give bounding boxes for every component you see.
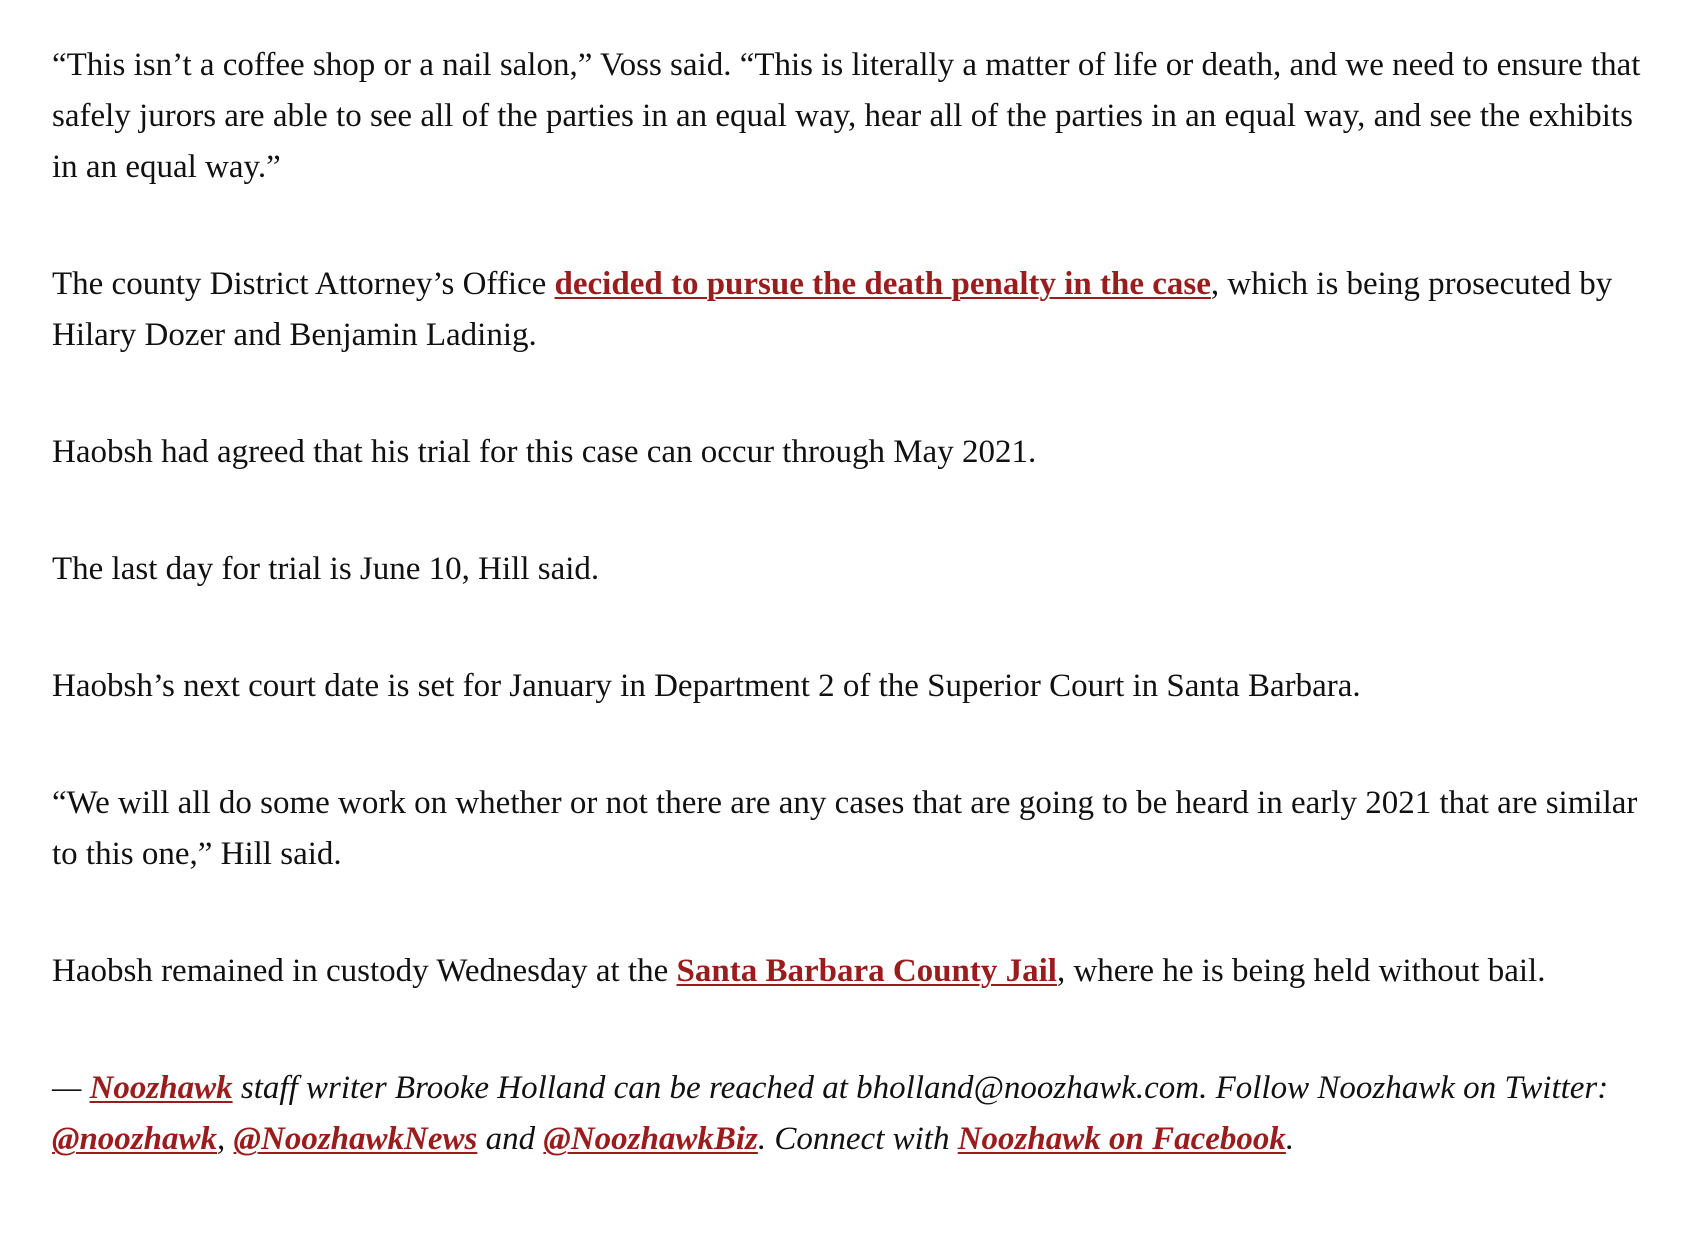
author-signature: [52, 1063, 1662, 1165]
noozhawk-link[interactable]: Noozhawk: [89, 1070, 233, 1106]
county-jail-link[interactable]: Santa Barbara County Jail: [676, 953, 1057, 989]
death-penalty-text-before: The county District Attorney’s Office: [52, 266, 555, 302]
signature-separator-2: and: [477, 1121, 544, 1157]
twitter-noozhawknews-link[interactable]: @NoozhawkNews: [233, 1121, 478, 1157]
death-penalty-text-after: , which is being prosecuted by Hilary Dozer and Benjamin Ladinig.: [52, 266, 1613, 353]
trial-agreement-paragraph: Haobsh had agreed that his trial for this case can occur through May 2021.: [52, 434, 1037, 470]
death-penalty-paragraph: [52, 259, 1662, 361]
twitter-noozhawkbiz-link[interactable]: @NoozhawkBiz: [543, 1121, 758, 1157]
quote-paragraph-hill: “We will all do some work on whether or not there are any cases that are going to be heard in early 2021 that are similar to this one,” Hill said.: [52, 785, 1638, 872]
custody-text-after: , where he is being held without bail.: [1056, 953, 1546, 989]
quote-paragraph-voss: “This isn’t a coffee shop or a nail salon,” Voss said. “This is literally a matter of life or death, and we need to ensure that safely jurors are able to see all of the parties in an equal way, hear all of the parties in an equal way, and see the exhibits in an equal way.”: [52, 47, 1641, 185]
signature-dash: —: [52, 1070, 90, 1106]
signature-text-1: staff writer Brooke Holland can be reached at bholland@noozhawk.com. Follow Noozhawk on Twitter:: [232, 1070, 1609, 1106]
signature-end: .: [1285, 1121, 1295, 1157]
article-page: [52, 40, 1662, 1165]
signature-separator-1: ,: [217, 1121, 234, 1157]
custody-paragraph: [52, 946, 1662, 997]
signature-text-2: . Connect with: [757, 1121, 958, 1157]
facebook-link[interactable]: Noozhawk on Facebook: [957, 1121, 1286, 1157]
last-trial-day-paragraph: The last day for trial is June 10, Hill said.: [52, 551, 600, 587]
twitter-noozhawk-link[interactable]: @noozhawk: [52, 1121, 218, 1157]
death-penalty-link[interactable]: decided to pursue the death penalty in the case: [554, 266, 1211, 302]
next-court-date-paragraph: Haobsh’s next court date is set for January in Department 2 of the Superior Court in Santa Barbara.: [52, 668, 1361, 704]
custody-text-before: Haobsh remained in custody Wednesday at the: [52, 953, 677, 989]
